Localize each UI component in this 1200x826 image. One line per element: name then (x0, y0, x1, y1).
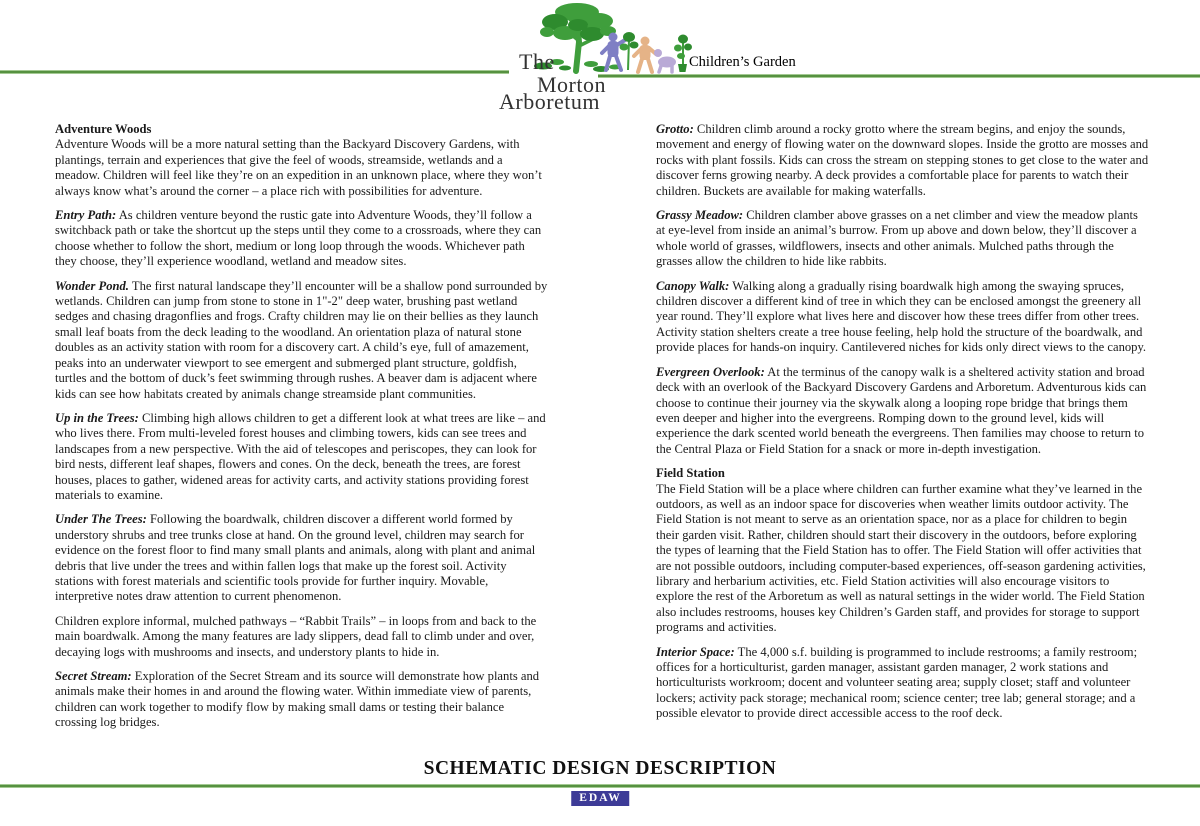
edaw-badge: EDAW (571, 791, 629, 806)
paragraph-text: Children climb around a rocky grotto where the stream begins, and enjoy the sounds, movement and energy of flowing water on the downward slopes. Inside the grotto are mosses and rocks with plant fossils. Kids can cross the stream on stepping stones to get close to the water and discover ferns growing nearby. A deck provides a comfortable place for parents to watch their children. Buckets are available for making waterfalls. (656, 122, 1149, 198)
paragraph-lead: Up in the Trees: (55, 410, 139, 425)
paragraph (55, 512, 548, 604)
paragraph-lead: Under The Trees: (55, 512, 147, 527)
paragraph-text: At the terminus of the canopy walk is a sheltered activity station and broad deck with an overlook of the Backyard Discovery Gardens and Arboretum. Adventurous kids can choose to continue their journey via the skywalk along a looping rope bridge that brings them even deeper and higher into the evergreens. Romping down to the ground level, kids will experience the dark scented world beneath the evergreens. Then families may choose to return to the Central Plaza or Field Station for a snack or more in-depth investigation. (656, 364, 1147, 456)
paragraph-text: Following the boardwalk, children discover a different world formed by understory shrubs and tree trunks close at hand. On the ground level, children may search for evidence on the forest floor to find many small plants and animals, along with plant and animal debris that live under the trees and within fallen logs that make up the forest soil. Activity stations with forest materials and scientific tools provide for further inquiry. Movable, interpretive notes draw attention to current phenomenon. (55, 512, 536, 604)
paragraph-lead: Field Station (656, 466, 725, 481)
paragraph-text: Children explore informal, mulched pathways – “Rabbit Trails” – in loops from and back to the main boardwalk. Among the many features are lady slippers, dead fall to climb under and over, decaying logs with mushrooms and insects, and understory plants to hide in. (55, 613, 537, 659)
paragraph-text: Adventure Woods will be a more natural setting than the Backyard Discovery Gardens, with plantings, terrain and experiences that give the feel of woods, streamside, wetlands and a meadow. Children will feel like they’re on an expedition in an unknown place, where they won’t always know what’s around the corner – a place rich with possibilities for adventure. (55, 137, 542, 198)
paragraph (656, 482, 1149, 636)
paragraph-text: Exploration of the Secret Stream and its source will demonstrate how plants and animals make their homes in and around the flowing water. Within immediate view of parents, children can work together to modify flow by making small dams or testing their balance crossing log bridges. (55, 669, 540, 730)
logo-text-morton: Morton (537, 72, 606, 97)
paragraph-lead: Adventure Woods (55, 122, 152, 136)
paragraph (55, 669, 548, 731)
paragraph-text: Walking along a gradually rising boardwalk high among the swaying spruces, children discover a different kind of tree in which they can be enclosed amongst the greenery all year round. They’ll explore what lives here and discover how these trees differ from other trees. Activity station shelters create a tree house feeling, help hold the structure of the boardwalk, and provide places for hands-on inquiry. Cantilevered niches for kids only direct views to the canopy. (656, 278, 1147, 355)
paragraph-lead: Grotto: (656, 122, 694, 136)
paragraph (656, 645, 1149, 722)
paragraph (55, 122, 548, 137)
childrens-garden-label: Children’s Garden (689, 54, 796, 70)
paragraph-lead: Entry Path: (55, 208, 117, 223)
right-column (656, 122, 1149, 731)
header-rule-left (0, 70, 509, 74)
paragraph-text: As children venture beyond the rustic gate into Adventure Woods, they’ll follow a switchback path or take the shortcut up the steps until they come to a crossroads, where they can choose whether to follow the short, medium or long loop through the woods. Whichever path they choose, they’ll experience woodland, wetland and meadow sites. (55, 208, 542, 269)
paragraph-text: Children clamber above grasses on a net climber and view the meadow plants at eye-level from inside an animal’s burrow. From up above and down below, they’ll discover a whole world of grasses, wildflowers, insects and other animals. Mulched paths through the grasses allow the children to hide like rabbits. (656, 208, 1138, 269)
paragraph (656, 122, 1149, 199)
paragraph-lead: Secret Stream: (55, 669, 132, 683)
logo-text-arboretum: Arboretum (499, 89, 601, 114)
footer-rule (0, 784, 1200, 788)
paragraph-lead: Evergreen Overlook: (656, 364, 765, 379)
paragraph-lead: Grassy Meadow: (656, 208, 744, 223)
paragraph-lead: Interior Space: (656, 644, 735, 659)
paragraph-text: Climbing high allows children to get a different look at what trees are like – and who lives there. From multi-leveled forest houses and climbing towers, kids can see trees and landscapes from a new perspective. With the aid of telescopes and periscopes, they can look for bird nests, different leaf shapes, flowers and cones. On the deck, beneath the trees, are forest houses, places to gather, widened areas for activity carts, and activity stations providing forest materials to examine. (55, 410, 546, 502)
paragraph-lead: Canopy Walk: (656, 278, 730, 293)
paragraph-text: The 4,000 s.f. building is programmed to include restrooms; a family restroom; offices for a horticulturist, garden manager, assistant garden manager, 2 work stations and horticulturists workroom; docent and volunteer seating area; supply closet; staff and volunteer lockers; activity pack storage; mechanical room; science center; tree lab; general storage; and a possible elevator to provide direct accessible access to the roof deck. (656, 644, 1138, 721)
paragraph (656, 365, 1149, 457)
paragraph-lead: Wonder Pond. (55, 278, 129, 293)
paragraph (656, 208, 1149, 270)
paragraph-text: The first natural landscape they’ll encounter will be a shallow pond surrounded by wetlands. Children can jump from stone to stone in 1"-2" deep water, brushing past wetland sedges and chasing dragonflies and frogs. Crafty children may lie on their bellies as they launch small leaf boats from the deck leading to the woodland. An orientation plaza of natural stone doubles as an activity station with room for a discovery cart. A child’s eye, full of amazement, peaks into an underwater viewport to see emergent and submerged plant structure, goldfish, turtles and the bottom of duck’s feet swimming through rushes. A beaver dam is adjacent where kids can see how habitats created by animals change streamside plant communities. (55, 278, 548, 401)
paragraph (55, 279, 548, 402)
paragraph (55, 137, 548, 199)
logo-text-the: The (519, 49, 555, 74)
paragraph (55, 411, 548, 503)
paragraph (55, 208, 548, 270)
left-column (55, 122, 548, 740)
paragraph-text: The Field Station will be a place where children can further examine what they’ve learned in the outdoors, as well as an indoor space for discoveries when weather limits outdoor activity. The Field Station is not meant to serve as an orientation space, nor as a place for children to begin their garden visit. Rather, children should start their discovery in the outdoors, before exploring the types of learning that the Field Station has to offer. The Field Station will offer activities that are not possible outdoors, including computer-based experiences, off-season gardening activities, library and herbarium activities, etc. Field Station activities will also encourage visitors to explore the rest of the Arboretum as well as natural settings in the wider world. The Field Station also includes restrooms, houses key Children’s Garden staff, and provides for storage to support programs and activities. (656, 481, 1146, 635)
paragraph (656, 279, 1149, 356)
page-title: SCHEMATIC DESIGN DESCRIPTION (423, 758, 777, 779)
sapling-icon (620, 32, 639, 70)
paragraph (656, 466, 1149, 481)
paragraph (55, 614, 548, 660)
